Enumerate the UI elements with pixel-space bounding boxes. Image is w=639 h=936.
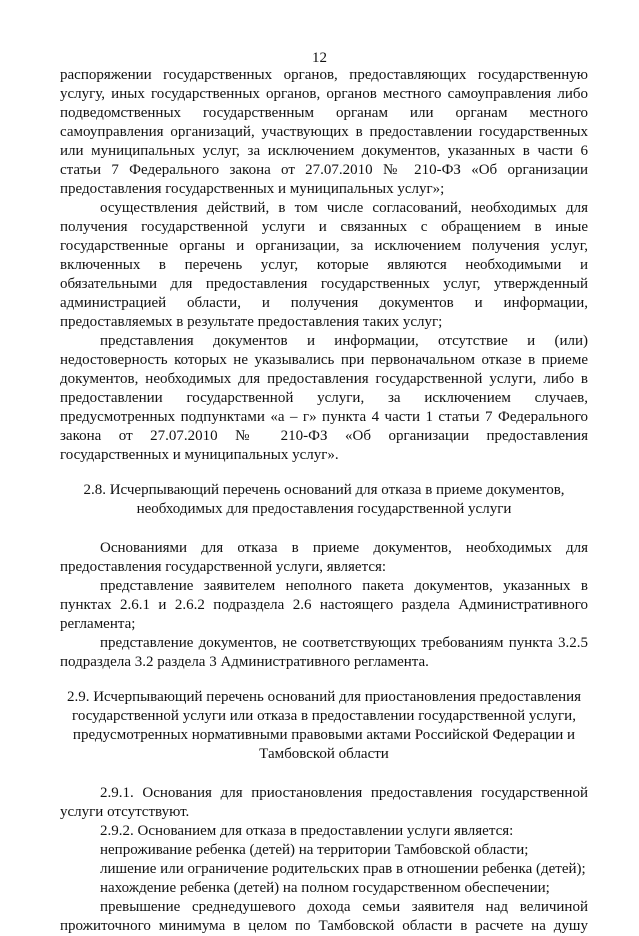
text-line: государственные органы и организации, за исключением получения услуг, [60,238,588,254]
spacer [60,465,588,481]
paragraph-state-support [60,879,588,898]
paragraph-continuation [60,66,588,199]
text-line: предоставляемых в результате предоставления таких услуг; [60,314,443,330]
paragraph-incomplete-package [60,577,588,634]
text-line: документов, необходимых для предоставления государственной услуги, либо в [60,371,588,387]
text-line: услугу, иных государственных органов, органов местного самоуправления либо [60,86,588,102]
text-line: нахождение ребенка (детей) на полном государственном обеспечении; [100,880,550,896]
text-line: непроживание ребенка (детей) на территории Тамбовской области; [100,842,529,858]
text-line: представление документов, не соответствующих требованиям пункта 3.2.5 [100,635,588,651]
text-line: самоуправления организаций, участвующих в предоставлении государственных [60,124,588,140]
text-line: государственных и муниципальных услуг». [60,447,339,463]
text-line: лишение или ограничение родительских прав в отношении ребенка (детей); [100,861,586,877]
text-line: распоряжении государственных органов, предоставляющих государственную [60,67,588,83]
paragraph-2-9-2 [60,822,588,841]
text-line: предоставлении государственной услуги, за исключением случаев, [60,390,588,406]
text-line: представление заявителем неполного пакета документов, указанных в [100,578,588,594]
page-number: 12 [312,50,327,66]
heading-line: 2.9. Исчерпывающий перечень оснований для приостановления предоставления [66,689,582,705]
heading-line: предусмотренных нормативными правовыми актами Российской Федерации и [72,727,576,743]
text-line: 2.9.2. Основанием для отказа в предоставлении услуги является: [100,823,514,839]
text-line: пунктах 2.6.1 и 2.6.2 подраздела 2.6 настоящего раздела Административного [60,597,588,613]
heading-line: необходимых для предоставления государственной услуги [136,501,512,517]
text-line: администрацией области, и получения документов и информации, [60,295,588,311]
spacer [60,672,588,688]
section-heading-2-8 [60,481,588,519]
section-heading-2-9 [60,688,588,764]
paragraph-nonconforming-documents [60,634,588,672]
paragraph-grounds [60,539,588,577]
text-line: подведомственных государственным органам или органам местного [60,105,588,121]
text-line: обязательными для предоставления государственных услуг, утвержденный [60,276,588,292]
text-line: превышение среднедушевого дохода семьи заявителя над величиной [100,899,588,915]
paragraph-income-excess [60,898,588,936]
text-line: Основаниями для отказа в приеме документов, необходимых для [100,540,588,556]
text-line: недостоверность которых не указывались при первоначальном отказе в приеме [60,352,588,368]
text-line: предоставления государственных и муниципальных услуг»; [60,181,445,197]
text-line: предоставления государственной услуги, является: [60,559,387,575]
text-line: включенных в перечень услуг, которые являются необходимыми и [60,257,588,273]
text-line: услуги отсутствуют. [60,804,190,820]
spacer [60,519,588,539]
paragraph-documents [60,332,588,465]
paragraph-non-residence [60,841,588,860]
text-line: подраздела 3.2 раздела 3 Административного регламента. [60,654,429,670]
paragraph-2-9-1 [60,784,588,822]
text-line: представления документов и информации, отсутствие и (или) [100,333,588,349]
heading-line: государственной услуги или отказа в предоставлении государственной услуги, [72,708,576,724]
heading-line: 2.8. Исчерпывающий перечень оснований для отказа в приеме документов, [83,482,565,498]
heading-line: Тамбовской области [259,746,389,762]
text-line: получения государственной услуги и связанных с обращением в иные [60,219,588,235]
paragraph-actions [60,199,588,332]
text-line: прожиточного минимума в целом по Тамбовской области в расчете на душу [60,918,588,934]
text-line: закона от 27.07.2010 № 210-ФЗ «Об организации предоставления [60,428,588,444]
spacer [60,764,588,784]
paragraph-parental-rights [60,860,588,879]
text-line: 2.9.1. Основания для приостановления предоставления государственной [100,785,588,801]
text-line: предусмотренных подпунктами «а – г» пункта 4 части 1 статьи 7 Федерального [60,409,588,425]
text-line: регламента; [60,616,136,632]
text-line: или муниципальных услуг, за исключением документов, указанных в части 6 [60,143,588,159]
text-line: статьи 7 Федерального закона от 27.07.2010 № 210-ФЗ «Об организации [60,162,588,178]
text-line: осуществления действий, в том числе согласований, необходимых для [100,200,588,216]
page-content [60,66,588,936]
